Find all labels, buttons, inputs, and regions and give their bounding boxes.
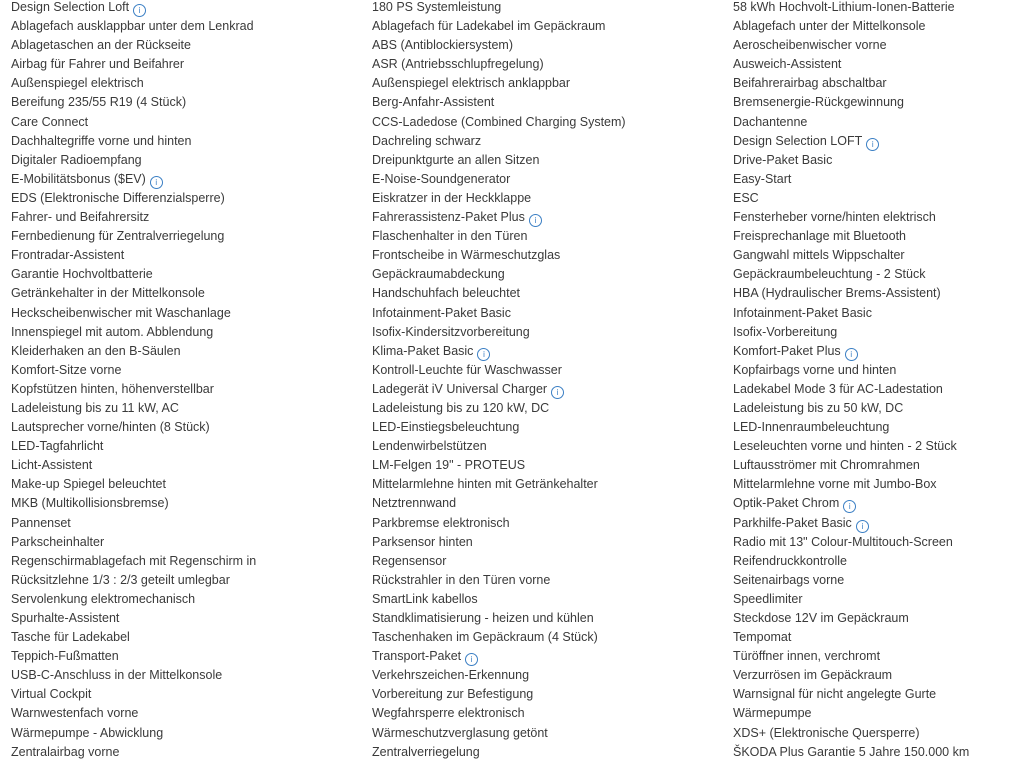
feature-label: HBA (Hydraulischer Brems-Assistent) — [733, 286, 941, 301]
feature-item — [372, 647, 702, 666]
feature-label: Netztrennwand — [372, 496, 457, 511]
feature-column-1 — [11, 0, 341, 762]
feature-item — [733, 456, 1024, 475]
feature-item — [11, 170, 341, 189]
feature-label: Dachreling schwarz — [372, 133, 482, 148]
feature-label: Standklimatisierung - heizen und kühlen — [372, 611, 594, 625]
feature-label: Steckdose 12V im Gepäckraum — [733, 611, 909, 625]
feature-item — [733, 151, 1024, 170]
feature-item — [372, 284, 702, 303]
feature-item — [11, 647, 341, 666]
feature-item — [733, 647, 1024, 666]
feature-item — [733, 265, 1024, 284]
feature-label: Beifahrerairbag abschaltbar — [733, 76, 887, 91]
feature-item — [372, 227, 702, 246]
feature-item — [733, 227, 1024, 246]
feature-label: Servolenkung elektromechanisch — [11, 591, 196, 606]
feature-item — [11, 475, 341, 494]
feature-label: Parkscheinhalter — [11, 534, 105, 549]
feature-label: Taschenhaken im Gepäckraum (4 Stück) — [372, 630, 598, 645]
feature-item — [11, 494, 341, 513]
feature-item — [11, 17, 341, 36]
feature-label: Ablagetaschen an der Rückseite — [11, 38, 191, 53]
feature-item — [372, 55, 702, 74]
feature-item — [11, 399, 341, 418]
feature-item — [733, 36, 1024, 55]
feature-item — [733, 628, 1024, 647]
feature-label: Infotainment-Paket Basic — [733, 305, 872, 320]
feature-item — [733, 284, 1024, 303]
feature-item — [11, 304, 341, 323]
feature-label: LED-Tagfahrlicht — [11, 439, 104, 454]
feature-item — [372, 475, 702, 494]
feature-item — [372, 304, 702, 323]
feature-label: Komfort-Sitze vorne — [11, 362, 122, 377]
feature-item — [733, 113, 1024, 132]
feature-item — [372, 418, 702, 437]
feature-item — [733, 609, 1024, 628]
feature-item — [11, 189, 341, 208]
feature-item — [11, 246, 341, 265]
feature-label: LM-Felgen 19" - PROTEUS — [372, 458, 526, 473]
feature-label: LED-Innenraumbeleuchtung — [733, 420, 890, 435]
feature-label: Dreipunktgurte an allen Sitzen — [372, 152, 540, 167]
info-icon[interactable]: i — [551, 386, 564, 399]
feature-label: Ladekabel Mode 3 für AC-Ladestation — [733, 381, 943, 396]
info-icon[interactable]: i — [845, 348, 858, 361]
feature-item — [733, 666, 1024, 685]
feature-item — [11, 533, 341, 552]
feature-label: E-Mobilitätsbonus ($EV) — [11, 171, 146, 186]
feature-item — [733, 533, 1024, 552]
feature-item — [11, 55, 341, 74]
feature-label: Optik-Paket Chrom — [733, 496, 840, 511]
feature-label: Leseleuchten vorne und hinten - 2 Stück — [733, 439, 957, 454]
feature-label: Mittelarmlehne vorne mit Jumbo-Box — [733, 477, 937, 492]
feature-column-3 — [733, 0, 1024, 762]
feature-label: Heckscheibenwischer mit Waschanlage — [11, 305, 231, 320]
feature-item — [11, 93, 341, 112]
feature-label: Flaschenhalter in den Türen — [372, 229, 528, 244]
feature-item — [372, 628, 702, 647]
info-icon[interactable]: i — [477, 348, 490, 361]
feature-label: Ablagefach unter der Mittelkonsole — [733, 19, 926, 34]
feature-item — [372, 246, 702, 265]
feature-item — [372, 323, 702, 342]
feature-label: Regensensor — [372, 553, 447, 568]
feature-item — [372, 494, 702, 513]
feature-label: Ladeleistung bis zu 50 kW, DC — [733, 400, 904, 415]
feature-label: Kopfairbags vorne und hinten — [733, 362, 897, 377]
feature-item — [11, 361, 341, 380]
feature-label: Komfort-Paket Plus — [733, 343, 841, 358]
feature-item — [11, 132, 341, 151]
feature-item — [372, 0, 702, 17]
feature-label: Fahrerassistenz-Paket Plus — [372, 210, 525, 225]
feature-label: Ladeleistung bis zu 11 kW, AC — [11, 400, 179, 415]
feature-item — [11, 590, 341, 609]
feature-label: Care Connect — [11, 114, 89, 129]
feature-label: Easy-Start — [733, 171, 792, 186]
feature-item — [372, 590, 702, 609]
feature-item — [372, 208, 702, 227]
feature-item — [11, 552, 341, 571]
feature-label: Rückstrahler in den Türen vorne — [372, 572, 551, 587]
feature-label: Licht-Assistent — [11, 458, 93, 473]
feature-item — [372, 189, 702, 208]
feature-label: Teppich-Fußmatten — [11, 649, 119, 664]
feature-label: E-Noise-Soundgenerator — [372, 171, 511, 186]
feature-label: Drive-Paket Basic — [733, 152, 833, 167]
feature-item — [372, 571, 702, 590]
feature-label: Mittelarmlehne hinten mit Getränkehalter — [372, 477, 598, 492]
feature-label: Kleiderhaken an den B-Säulen — [11, 343, 181, 358]
feature-label: Eiskratzer in der Heckklappe — [372, 190, 532, 205]
feature-label: Verkehrszeichen-Erkennung — [372, 668, 530, 683]
feature-item — [11, 113, 341, 132]
feature-label: Isofix-Kindersitzvorbereitung — [372, 324, 530, 339]
feature-item — [372, 74, 702, 93]
feature-item — [372, 399, 702, 418]
feature-column-2 — [372, 0, 702, 762]
feature-label: Dachantenne — [733, 114, 808, 129]
feature-label: Tasche für Ladekabel — [11, 630, 130, 645]
feature-label: Zentralairbag vorne — [11, 744, 120, 759]
feature-label: Gepäckraumbeleuchtung - 2 Stück — [733, 267, 926, 282]
feature-item — [733, 494, 1024, 513]
feature-label: Parkbremse elektronisch — [372, 515, 510, 530]
feature-label: Reifendruckkontrolle — [733, 553, 847, 568]
feature-item — [733, 361, 1024, 380]
feature-item — [372, 685, 702, 704]
feature-item — [11, 323, 341, 342]
feature-label: Kontroll-Leuchte für Waschwasser — [372, 362, 562, 377]
feature-label: Design Selection Loft — [11, 0, 130, 14]
feature-item — [11, 227, 341, 246]
feature-label: Wärmeschutzverglasung getönt — [372, 725, 548, 740]
feature-item — [11, 284, 341, 303]
feature-label: Ablagefach ausklappbar unter dem Lenkrad — [11, 19, 254, 34]
feature-label: Parkhilfe-Paket Basic — [733, 515, 852, 530]
feature-item — [372, 265, 702, 284]
feature-item — [372, 437, 702, 456]
feature-label: Klima-Paket Basic — [372, 343, 474, 358]
feature-label: CCS-Ladedose (Combined Charging System) — [372, 114, 626, 129]
feature-item — [11, 685, 341, 704]
feature-item — [372, 361, 702, 380]
feature-label: ABS (Antiblockiersystem) — [372, 38, 514, 53]
feature-item — [11, 36, 341, 55]
feature-label: Türöffner innen, verchromt — [733, 649, 881, 664]
feature-item — [733, 418, 1024, 437]
feature-label: Gepäckraumabdeckung — [372, 267, 505, 282]
feature-label: Bremsenergie-Rückgewinnung — [733, 95, 904, 110]
feature-item — [733, 323, 1024, 342]
feature-label: Zentralverriegelung — [372, 744, 480, 759]
feature-label: Fensterheber vorne/hinten elektrisch — [733, 210, 936, 225]
feature-item — [11, 704, 341, 723]
feature-item — [11, 743, 341, 762]
feature-item — [733, 571, 1024, 590]
feature-label: Ladegerät iV Universal Charger — [372, 381, 548, 396]
feature-label: Radio mit 13" Colour-Multitouch-Screen — [733, 534, 953, 549]
feature-item — [372, 704, 702, 723]
feature-label: Fernbedienung für Zentralverriegelung — [11, 229, 225, 244]
feature-label: Wärmepumpe - Abwicklung — [11, 725, 164, 740]
feature-item — [733, 189, 1024, 208]
feature-item — [372, 533, 702, 552]
feature-label: Infotainment-Paket Basic — [372, 305, 511, 320]
feature-item — [372, 609, 702, 628]
feature-item — [11, 666, 341, 685]
feature-item — [372, 666, 702, 685]
feature-label: Gangwahl mittels Wippschalter — [733, 248, 905, 263]
feature-label: Wegfahrsperre elektronisch — [372, 706, 525, 721]
feature-item — [11, 437, 341, 456]
feature-label: Außenspiegel elektrisch — [11, 76, 144, 91]
feature-label: Design Selection LOFT — [733, 133, 863, 148]
info-icon[interactable]: i — [529, 214, 542, 227]
info-icon[interactable]: i — [856, 520, 869, 533]
feature-item — [372, 132, 702, 151]
feature-label: Regenschirmablagefach mit Regenschirm in — [11, 553, 257, 568]
feature-item — [733, 590, 1024, 609]
feature-item — [11, 628, 341, 647]
feature-label: Rücksitzlehne 1/3 : 2/3 geteilt umlegbar — [11, 572, 230, 587]
feature-label: ESC — [733, 190, 759, 205]
feature-label: EDS (Elektronische Differenzialsperre) — [11, 190, 225, 205]
feature-item — [733, 55, 1024, 74]
feature-item — [372, 342, 702, 361]
feature-label: Berg-Anfahr-Assistent — [372, 95, 495, 110]
info-icon[interactable]: i — [150, 176, 163, 189]
feature-label: Frontscheibe in Wärmeschutzglas — [372, 248, 561, 263]
feature-item — [733, 380, 1024, 399]
feature-label: ŠKODA Plus Garantie 5 Jahre 150.000 km — [733, 744, 970, 759]
feature-item — [11, 724, 341, 743]
feature-label: Digitaler Radioempfang — [11, 152, 142, 167]
feature-item — [372, 380, 702, 399]
feature-item — [733, 724, 1024, 743]
feature-label: Vorbereitung zur Befestigung — [372, 687, 534, 702]
feature-label: Ablagefach für Ladekabel im Gepäckraum — [372, 19, 606, 34]
feature-label: USB-C-Anschluss in der Mittelkonsole — [11, 668, 223, 683]
feature-label: Lautsprecher vorne/hinten (8 Stück) — [11, 420, 210, 435]
feature-label: Innenspiegel mit autom. Abblendung — [11, 324, 214, 339]
feature-label: Airbag für Fahrer und Beifahrer — [11, 57, 185, 72]
feature-label: Ladeleistung bis zu 120 kW, DC — [372, 400, 550, 415]
feature-label: Getränkehalter in der Mittelkonsole — [11, 286, 205, 301]
feature-item — [733, 475, 1024, 494]
feature-item — [733, 132, 1024, 151]
feature-item — [372, 93, 702, 112]
feature-item — [11, 514, 341, 533]
feature-label: XDS+ (Elektronische Quersperre) — [733, 725, 920, 740]
feature-label: 180 PS Systemleistung — [372, 0, 502, 14]
feature-label: Warnsignal für nicht angelegte Gurte — [733, 687, 937, 702]
feature-label: Kopfstützen hinten, höhenverstellbar — [11, 381, 214, 396]
feature-label: Freisprechanlage mit Bluetooth — [733, 229, 907, 244]
feature-label: Make-up Spiegel beleuchtet — [11, 477, 166, 492]
feature-item — [11, 609, 341, 628]
feature-label: Warnwestenfach vorne — [11, 706, 139, 721]
feature-label: MKB (Multikollisionsbremse) — [11, 496, 169, 511]
feature-item — [733, 514, 1024, 533]
info-icon[interactable]: i — [133, 4, 146, 17]
feature-label: Transport-Paket — [372, 649, 462, 664]
feature-label: Virtual Cockpit — [11, 687, 92, 702]
feature-item — [372, 456, 702, 475]
feature-label: Fahrer- und Beifahrersitz — [11, 210, 150, 225]
feature-label: Ausweich-Assistent — [733, 57, 842, 72]
feature-label: Tempomat — [733, 630, 792, 645]
feature-label: Parksensor hinten — [372, 534, 473, 549]
feature-item — [11, 0, 341, 17]
feature-item — [372, 36, 702, 55]
info-icon[interactable]: i — [866, 138, 879, 151]
feature-label: 58 kWh Hochvolt-Lithium-Ionen-Batterie — [733, 0, 955, 14]
feature-item — [733, 342, 1024, 361]
feature-label: Speedlimiter — [733, 591, 803, 606]
feature-item — [372, 113, 702, 132]
feature-item — [11, 265, 341, 284]
feature-label: LED-Einstiegsbeleuchtung — [372, 420, 520, 435]
feature-item — [733, 170, 1024, 189]
feature-label: Frontradar-Assistent — [11, 248, 125, 263]
feature-item — [11, 151, 341, 170]
feature-item — [372, 743, 702, 762]
feature-item — [11, 74, 341, 93]
feature-label: Spurhalte-Assistent — [11, 611, 120, 625]
info-icon[interactable]: i — [465, 653, 478, 666]
feature-item — [733, 704, 1024, 723]
feature-item — [11, 571, 341, 590]
feature-item — [733, 552, 1024, 571]
feature-item — [733, 743, 1024, 762]
feature-label: Seitenairbags vorne — [733, 572, 845, 587]
feature-item — [733, 93, 1024, 112]
feature-label: Aeroscheibenwischer vorne — [733, 38, 887, 53]
feature-label: Lendenwirbelstützen — [372, 439, 487, 454]
feature-item — [733, 74, 1024, 93]
feature-item — [11, 208, 341, 227]
feature-label: Garantie Hochvoltbatterie — [11, 267, 153, 282]
feature-item — [11, 380, 341, 399]
feature-item — [372, 17, 702, 36]
feature-label: Pannenset — [11, 515, 71, 530]
feature-item — [372, 552, 702, 571]
feature-label: Verzurrösen im Gepäckraum — [733, 668, 893, 683]
feature-item — [733, 399, 1024, 418]
feature-item — [733, 17, 1024, 36]
feature-item — [733, 685, 1024, 704]
feature-item — [733, 246, 1024, 265]
feature-item — [372, 151, 702, 170]
feature-item — [11, 456, 341, 475]
info-icon[interactable]: i — [843, 500, 856, 513]
feature-label: Bereifung 235/55 R19 (4 Stück) — [11, 95, 187, 110]
feature-label: Handschuhfach beleuchtet — [372, 286, 521, 301]
feature-item — [372, 514, 702, 533]
feature-item — [11, 342, 341, 361]
feature-label: Isofix-Vorbereitung — [733, 324, 838, 339]
feature-item — [733, 304, 1024, 323]
feature-item — [372, 170, 702, 189]
feature-label: SmartLink kabellos — [372, 591, 478, 606]
feature-label: Luftausströmer mit Chromrahmen — [733, 458, 920, 473]
feature-label: Außenspiegel elektrisch anklappbar — [372, 76, 571, 91]
feature-label: Wärmepumpe — [733, 706, 812, 721]
feature-label: ASR (Antriebsschlupfregelung) — [372, 57, 544, 72]
feature-item — [733, 208, 1024, 227]
feature-item — [733, 0, 1024, 17]
feature-label: Dachhaltegriffe vorne und hinten — [11, 133, 192, 148]
feature-item — [733, 437, 1024, 456]
feature-item — [11, 418, 341, 437]
feature-item — [372, 724, 702, 743]
